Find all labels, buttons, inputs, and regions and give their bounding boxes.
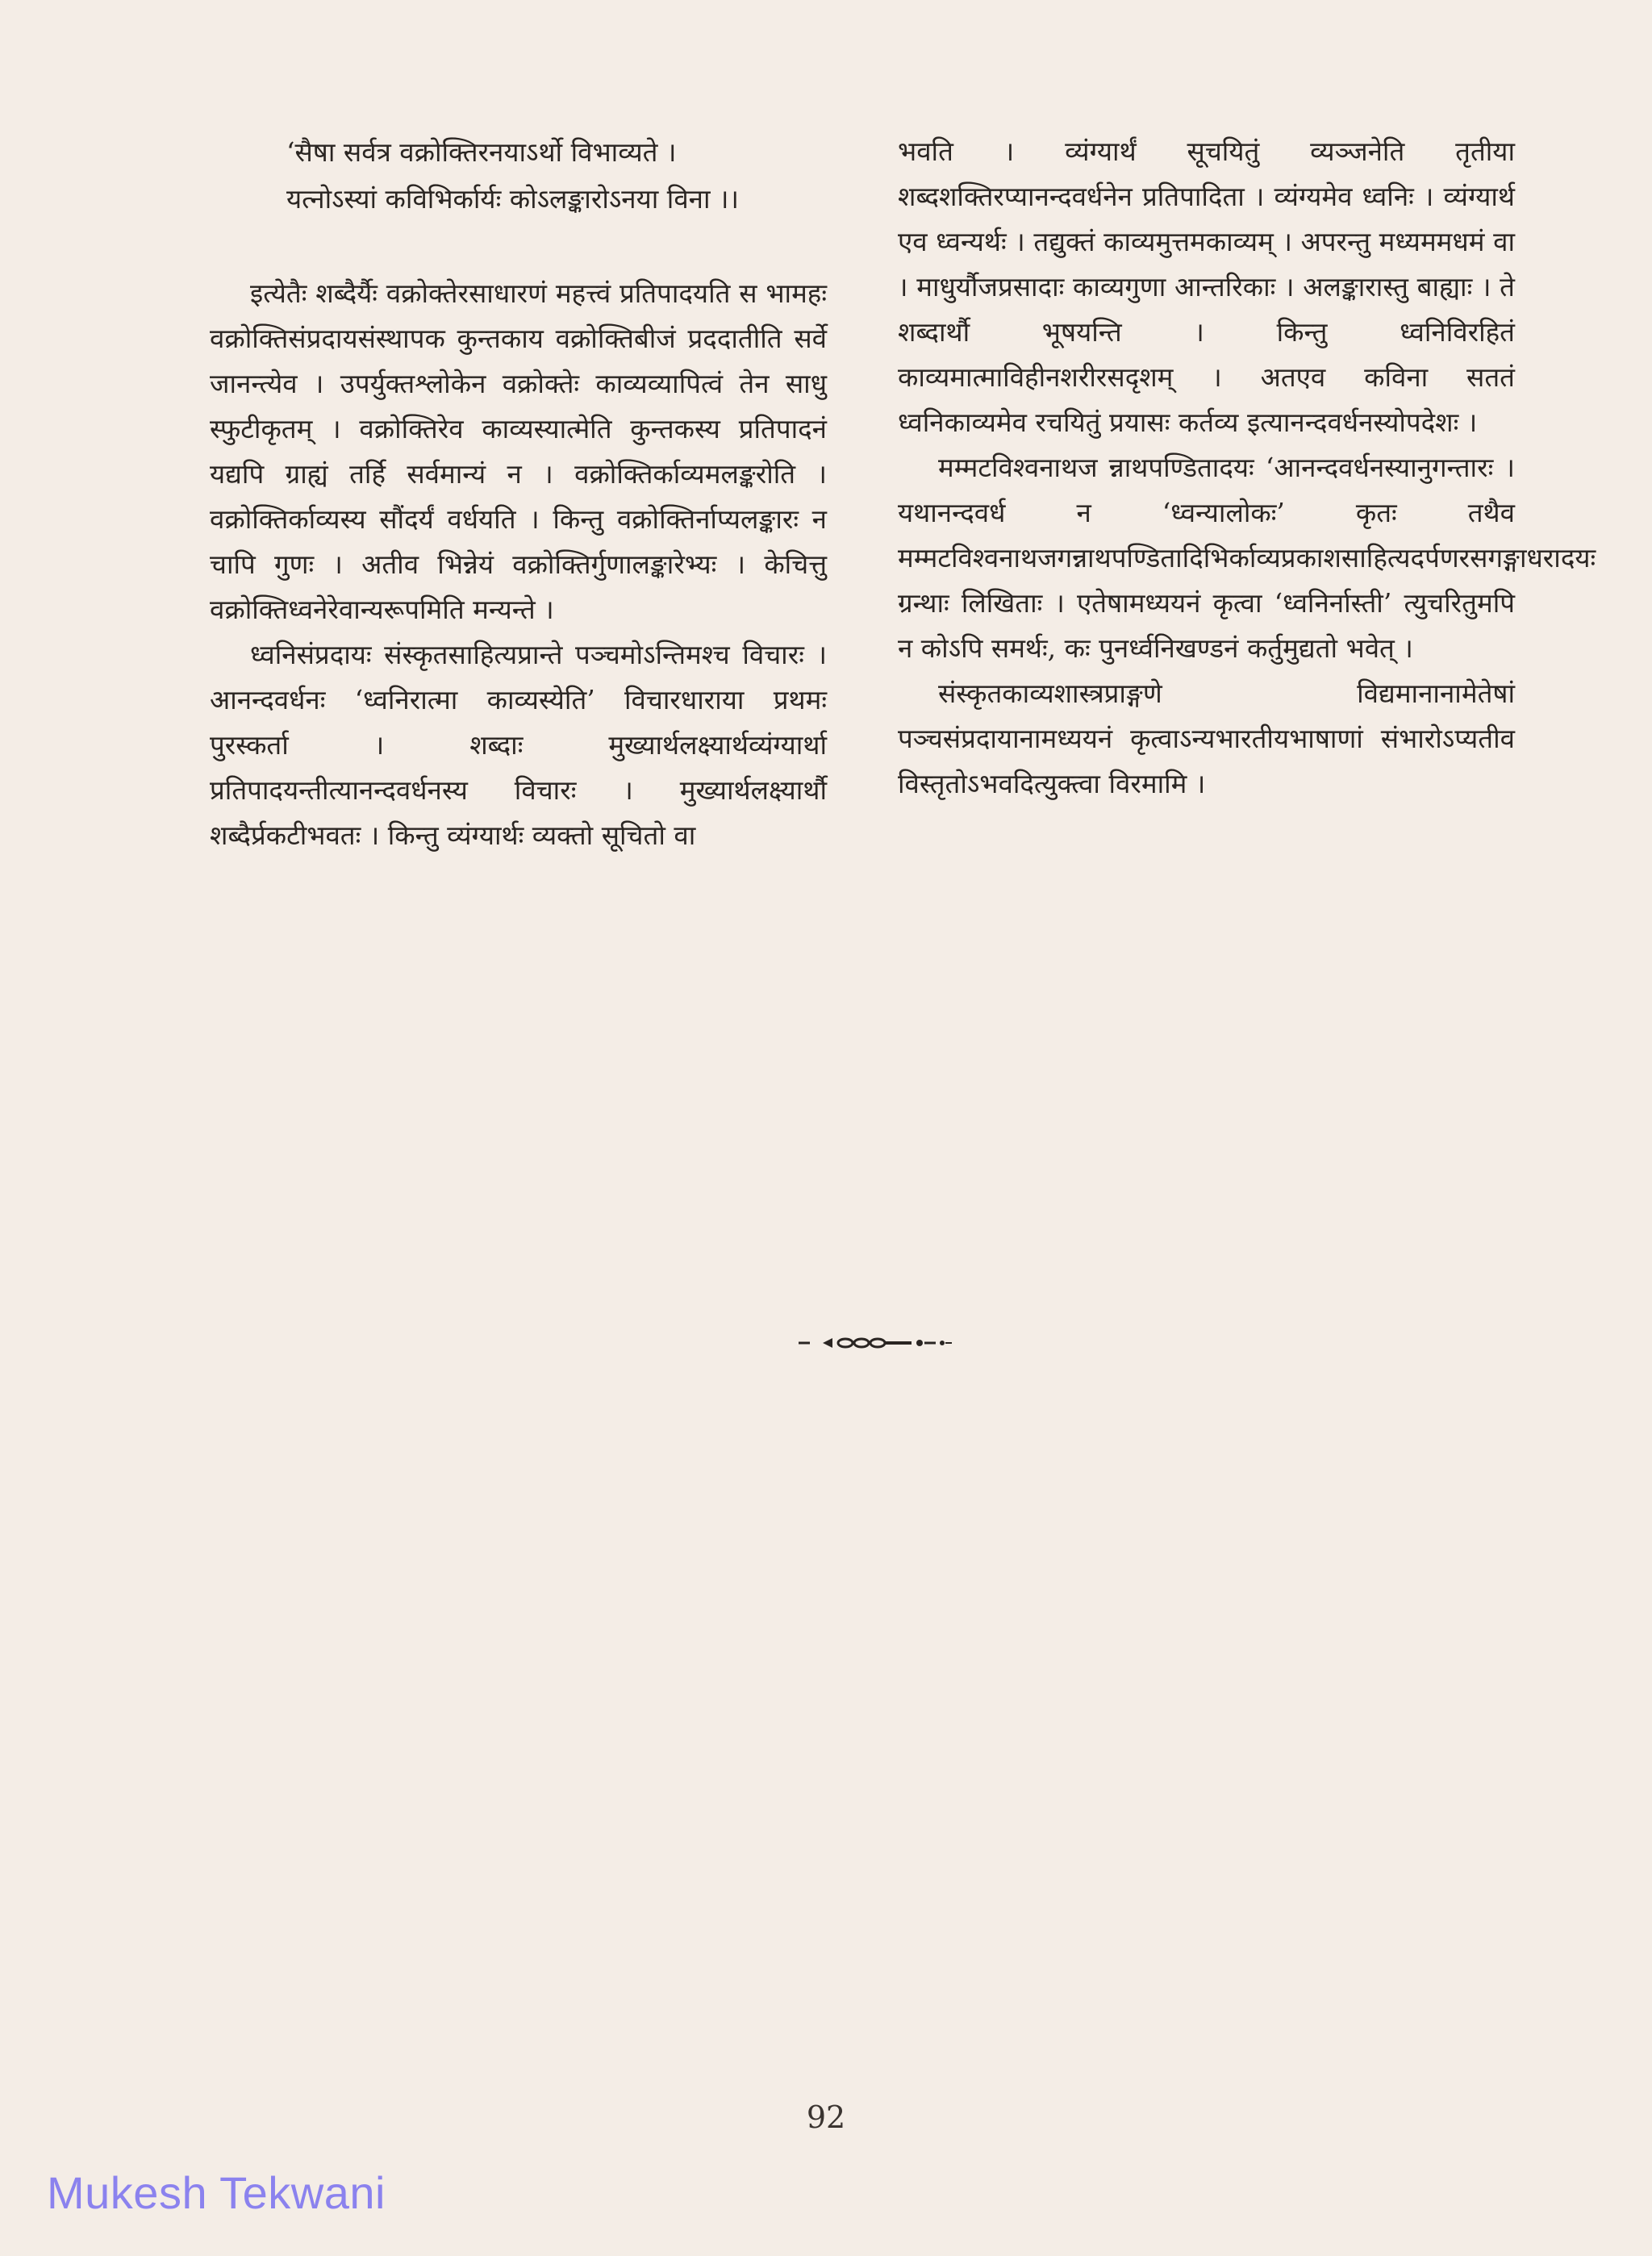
verse-line: ‘सैषा सर्वत्र वक्रोक्तिरनयाऽर्थो विभाव्यते । <box>286 136 677 168</box>
page-number: 92 <box>806 2100 846 2135</box>
body-paragraph: संस्कृतकाव्यशास्त्रप्राङ्गणे विद्यमानानामेतेषां पञ्चसंप्रदायानामध्ययनं कृत्वाऽन्यभारतीयभाषाणां संभारोऽप्यतीव विस्तृतोऽभवदित्युक्त्वा विरमामि । <box>898 678 1515 799</box>
right-text-column <box>898 129 1596 807</box>
quoted-verse <box>210 129 827 223</box>
body-paragraph: इत्येतैः शब्दैर्यैः वक्रोक्तेरसाधारणं महत्त्वं प्रतिपादयति स भामहः वक्रोक्तिसंप्रदायसंस्थापक कुन्तकाय वक्रोक्तिबीजं प्रददातीति सर्वे जानन्त्येव । उपर्युक्तश्लोकेन वक्रोक्तेः काव्यव्यापित्वं तेन साधु स्फुटीकृतम् । वक्रोक्तिरेव काव्यस्यात्मेति कुन्तकस्य प्रतिपादनं यद्यपि ग्राह्यं तर्हि सर्वमान्यं न । वक्रोक्तिर्काव्यमलङ्करोति । वक्रोक्तिर्काव्यस्य सौंदर्यं वर्धयति । किन्तु वक्रोक्तिर्नाप्यलङ्कारः न चापि गुणः । अतीव भिन्नेयं वक्रोक्तिर्गुणालङ्कारेभ्यः । केचित्तु वक्रोक्तिध्वनेरेवान्यरूपमिति मन्यन्ते । <box>210 277 827 625</box>
body-paragraph: मम्मटविश्वनाथज न्नाथपण्डितादयः ‘आनन्दवर्धनस्यानुगन्तारः । यथानन्दवर्ध न ‘ध्वन्यालोकः’ कृतः तथैव मम्मटविश्वनाथजगन्नाथपण्डितादिभिर्काव्यप्रकाशसाहित्यदर्पणरसगङ्गाधरादयः ग्रन्थाः लिखिताः । एतेषामध्ययनं कृत्वा ‘ध्वनिर्नास्ती’ त्युचरितुमपि न कोऽपि समर्थः, कः पुनर्ध्वनिखण्डनं कर्तुमुद्यतो भवेत् । <box>898 452 1596 664</box>
watermark-text: Mukesh Tekwani <box>47 2167 386 2218</box>
ornament-divider-icon <box>799 1332 952 1353</box>
body-paragraph: भवति । व्यंग्यार्थं सूचयितुं व्यञ्जनेति तृतीया शब्दशक्तिरप्यानन्दवर्धनेन प्रतिपादिता । व्यंग्यमेव ध्वनिः । व्यंग्यार्थ एव ध्वन्यर्थः । तद्युक्तं काव्यमुत्तमकाव्यम् । अपरन्तु मध्यममधमं वा । माधुर्यौजप्रसादाः काव्यगुणा आन्तरिकाः । अलङ्कारास्तु बाह्याः । ते शब्दार्थौ भूषयन्ति । किन्तु ध्वनिविरहितं काव्यमात्माविहीनशरीरसदृशम् । अतएव कविना सततं ध्वनिकाव्यमेव रचयितुं प्रयासः कर्तव्य इत्यानन्दवर्धनस्योपदेशः । <box>898 136 1515 438</box>
verse-line: यत्नोऽस्यां कविभिर्कार्यः कोऽलङ्कारोऽनया विना ।। <box>286 183 740 215</box>
left-text-column <box>210 129 827 858</box>
body-paragraph: ध्वनिसंप्रदायः संस्कृतसाहित्यप्रान्ते पञ्चमोऽन्तिमश्च विचारः । आनन्दवर्धनः ‘ध्वनिरात्मा काव्यस्येति’ विचारधाराया प्रथमः पुरस्कर्ता । शब्दाः मुख्यार्थलक्ष्यार्थव्यंग्यार्था प्रतिपादयन्तीत्यानन्दवर्धनस्य विचारः । मुख्यार्थलक्ष्यार्थौ शब्दैर्प्रकटीभवतः । किन्तु व्यंग्यार्थः व्यक्तो सूचितो वा <box>210 639 827 851</box>
